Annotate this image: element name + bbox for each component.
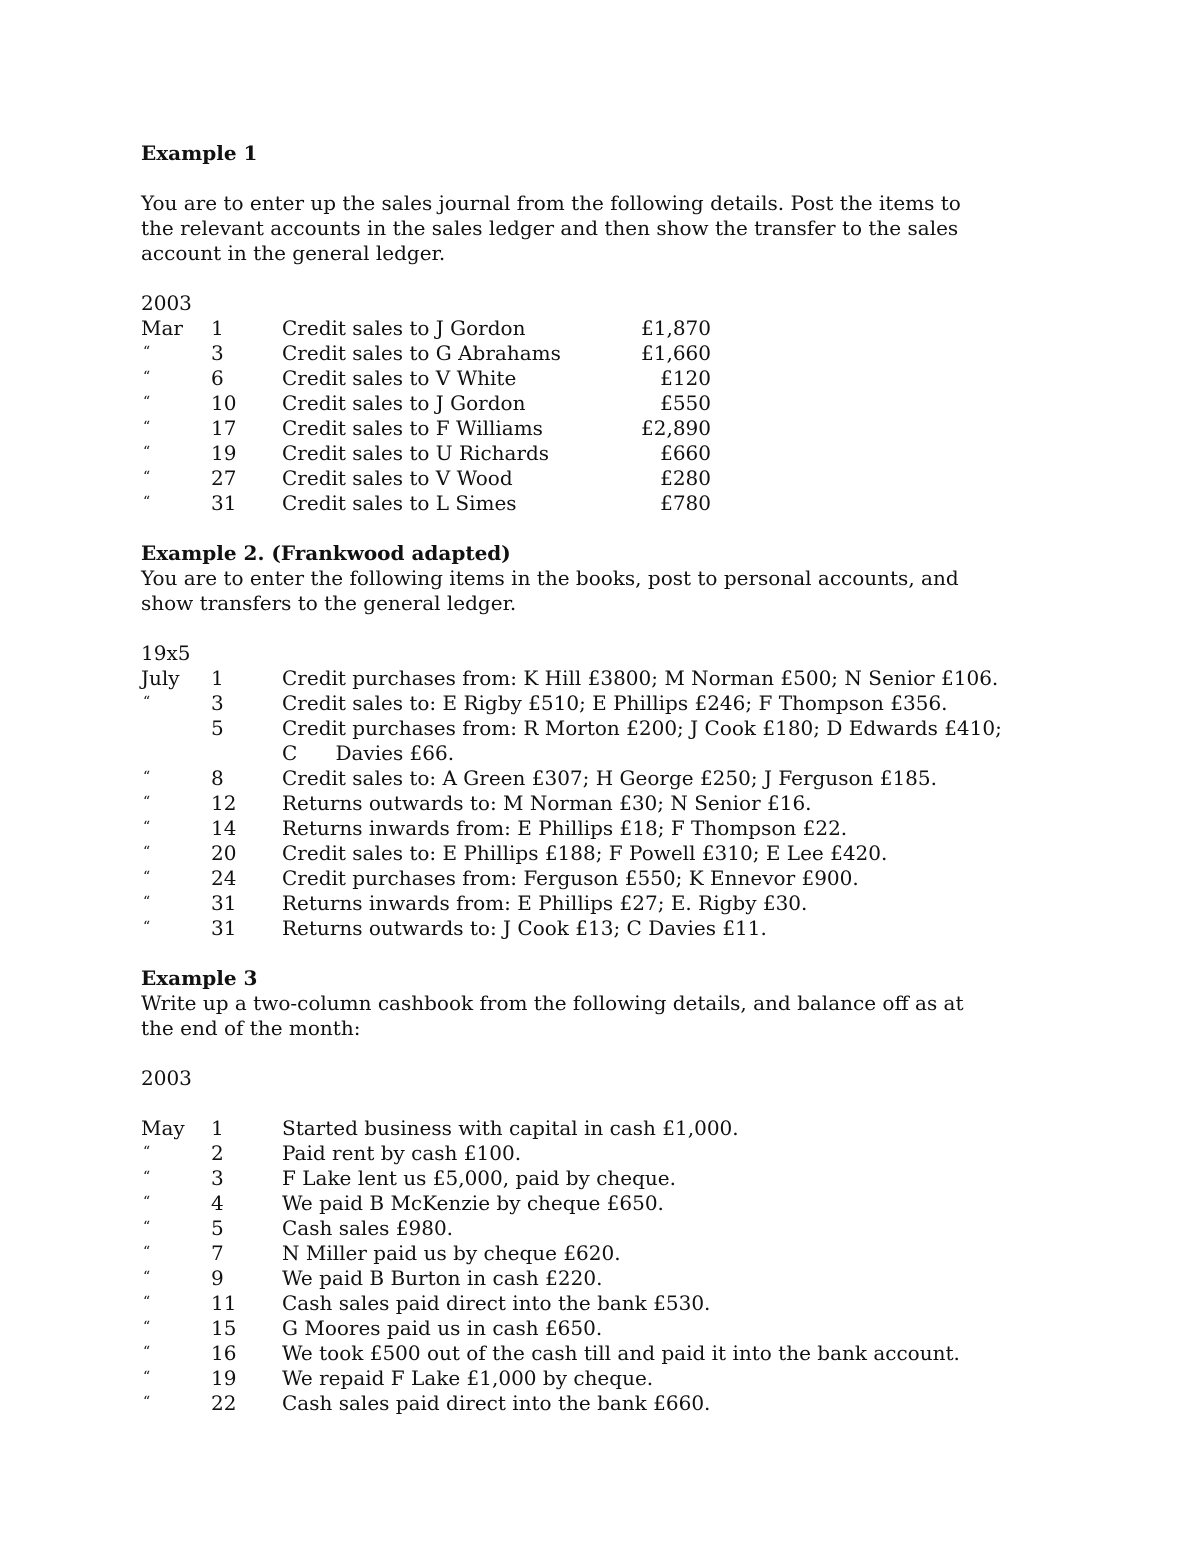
example-2-heading: Example 2. (Frankwood adapted) [141,541,511,565]
entry-row [141,366,1071,391]
entry-month: Mar [141,316,183,340]
entry-month: “ [143,819,151,835]
entry-day: 27 [211,466,237,490]
entry-month: “ [143,919,151,935]
entry-description: F Lake lent us £5,000, paid by cheque. [282,1166,676,1190]
entry-description: We repaid F Lake £1,000 by cheque. [282,1366,654,1390]
example-1-entries [141,316,1071,516]
entry-month: “ [143,694,151,710]
entry-month: “ [143,344,151,360]
entry-month: “ [143,1194,151,1210]
example-2-intro-line: show transfers to the general ledger. [141,591,517,615]
example-1-intro-line: You are to enter up the sales journal from the following details. Post the items to [141,191,961,215]
entry-month: “ [143,369,151,385]
entry-row [141,1291,1071,1316]
entry-day: 1 [211,1116,224,1140]
entry-amount: £550 [660,391,711,415]
entry-row [141,416,1071,441]
entry-month: “ [143,419,151,435]
entry-description: We paid B McKenzie by cheque £650. [282,1191,664,1215]
entry-amount: £2,890 [641,416,711,440]
entry-row [141,1266,1071,1291]
entry-row [141,916,1071,941]
entry-month: “ [143,1294,151,1310]
entry-row [141,791,1071,816]
entry-day: 4 [211,1191,224,1215]
entry-month: “ [143,1244,151,1260]
entry-description: Returns inwards from: E Phillips £27; E. Rigby £30. [282,891,808,915]
example-3-year: 2003 [141,1066,192,1090]
example-1-year: 2003 [141,291,192,315]
entry-month: “ [143,394,151,410]
entry-description: Returns inwards from: E Phillips £18; F Thompson £22. [282,816,848,840]
entry-month: “ [143,1169,151,1185]
entry-row [141,1116,1071,1141]
document-page [141,141,1071,1416]
entry-month: “ [143,1319,151,1335]
example-1-heading: Example 1 [141,141,258,165]
entry-row [141,1391,1071,1416]
entry-day: 3 [211,691,224,715]
entry-description: C Davies £66. [282,741,455,765]
entry-month: “ [143,1269,151,1285]
entry-day: 5 [211,716,224,740]
entry-day: 22 [211,1391,237,1415]
entry-row [141,1166,1071,1191]
entry-description: Credit sales to J Gordon [282,316,526,340]
entry-description: Credit sales to: E Rigby £510; E Phillips £246; F Thompson £356. [282,691,948,715]
entry-day: 8 [211,766,224,790]
entry-day: 17 [211,416,237,440]
entry-description: N Miller paid us by cheque £620. [282,1241,621,1265]
entry-month: “ [143,469,151,485]
entry-description: Credit purchases from: Ferguson £550; K Ennevor £900. [282,866,859,890]
entry-description: Credit sales to J Gordon [282,391,526,415]
entry-description: Cash sales paid direct into the bank £530. [282,1291,711,1315]
entry-day: 31 [211,891,237,915]
example-2-year: 19x5 [141,641,191,665]
entry-row [141,741,1071,766]
entry-month: “ [143,494,151,510]
entry-amount: £780 [660,491,711,515]
entry-description: Credit sales to L Simes [282,491,517,515]
entry-row [141,441,1071,466]
entry-day: 16 [211,1341,237,1365]
entry-row [141,1241,1071,1266]
example-1-intro-line: the relevant accounts in the sales ledger and then show the transfer to the sales [141,216,959,240]
example-1-intro-line: account in the general ledger. [141,241,446,265]
entry-description: We took £500 out of the cash till and paid it into the bank account. [282,1341,960,1365]
entry-amount: £660 [660,441,711,465]
entry-day: 7 [211,1241,224,1265]
entry-description: Started business with capital in cash £1,000. [282,1116,739,1140]
entry-month: “ [143,794,151,810]
entry-description: Credit sales to V Wood [282,466,513,490]
entry-description: Credit sales to G Abrahams [282,341,561,365]
entry-day: 31 [211,916,237,940]
entry-row [141,1216,1071,1241]
entry-description: We paid B Burton in cash £220. [282,1266,603,1290]
entry-day: 5 [211,1216,224,1240]
entry-day: 19 [211,1366,237,1390]
entry-row [141,866,1071,891]
entry-day: 24 [211,866,237,890]
entry-row [141,1366,1071,1391]
entry-month: “ [143,1394,151,1410]
entry-row [141,766,1071,791]
example-3-intro-line: the end of the month: [141,1016,361,1040]
entry-amount: £280 [660,466,711,490]
entry-description: Cash sales paid direct into the bank £660. [282,1391,711,1415]
entry-row [141,841,1071,866]
entry-row [141,316,1071,341]
entry-description: Credit purchases from: K Hill £3800; M Norman £500; N Senior £106. [282,666,999,690]
entry-day: 31 [211,491,237,515]
entry-row [141,491,1071,516]
entry-description: Cash sales £980. [282,1216,454,1240]
entry-row [141,466,1071,491]
entry-month: “ [143,1219,151,1235]
entry-day: 3 [211,1166,224,1190]
entry-description: Returns outwards to: J Cook £13; C Davies £11. [282,916,767,940]
entry-day: 6 [211,366,224,390]
entry-description: Credit sales to F Williams [282,416,543,440]
entry-day: 1 [211,666,224,690]
entry-row [141,1141,1071,1166]
entry-amount: £1,660 [641,341,711,365]
entry-day: 10 [211,391,237,415]
entry-day: 19 [211,441,237,465]
entry-row [141,691,1071,716]
entry-row [141,816,1071,841]
entry-row [141,666,1071,691]
entry-row [141,1341,1071,1366]
entry-month: “ [143,869,151,885]
entry-amount: £120 [660,366,711,390]
entry-description: G Moores paid us in cash £650. [282,1316,603,1340]
entry-row [141,341,1071,366]
entry-description: Credit purchases from: R Morton £200; J Cook £180; D Edwards £410; [282,716,1002,740]
entry-day: 11 [211,1291,237,1315]
entry-row [141,391,1071,416]
entry-row [141,716,1071,741]
entry-month: “ [143,894,151,910]
entry-description: Credit sales to V White [282,366,517,390]
entry-day: 2 [211,1141,224,1165]
entry-month: “ [143,844,151,860]
entry-day: 1 [211,316,224,340]
entry-description: Returns outwards to: M Norman £30; N Senior £16. [282,791,812,815]
entry-month: “ [143,769,151,785]
entry-month: May [141,1116,185,1140]
entry-amount: £1,870 [641,316,711,340]
entry-row [141,891,1071,916]
example-3-intro-line: Write up a two-column cashbook from the following details, and balance off as at [141,991,964,1015]
entry-month: July [141,666,180,690]
entry-day: 9 [211,1266,224,1290]
example-3-heading: Example 3 [141,966,258,990]
example-2-entries [141,666,1071,941]
example-2-intro-line: You are to enter the following items in the books, post to personal accounts, and [141,566,959,590]
entry-day: 14 [211,816,237,840]
entry-description: Credit sales to: A Green £307; H George £250; J Ferguson £185. [282,766,937,790]
example-3-entries [141,1116,1071,1416]
entry-day: 20 [211,841,237,865]
entry-month: “ [143,1369,151,1385]
entry-row [141,1191,1071,1216]
entry-month: “ [143,444,151,460]
entry-day: 3 [211,341,224,365]
entry-month: “ [143,1144,151,1160]
entry-description: Credit sales to U Richards [282,441,550,465]
entry-day: 12 [211,791,237,815]
entry-month: “ [143,1344,151,1360]
entry-day: 15 [211,1316,237,1340]
entry-description: Paid rent by cash £100. [282,1141,522,1165]
entry-row [141,1316,1071,1341]
entry-description: Credit sales to: E Phillips £188; F Powell £310; E Lee £420. [282,841,888,865]
